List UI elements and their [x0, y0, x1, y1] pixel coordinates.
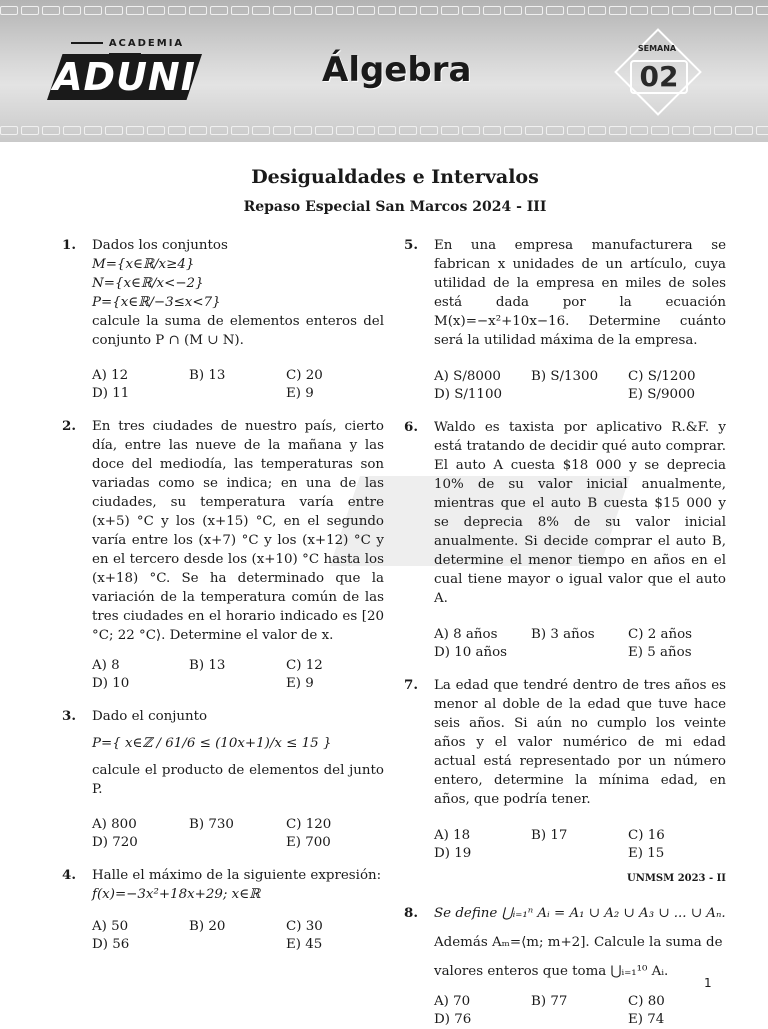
- pattern-tile: [336, 6, 354, 15]
- pattern-tile: [378, 6, 396, 15]
- week-badge: [616, 30, 698, 112]
- document-title: Desigualdades e Intervalos: [251, 166, 539, 188]
- document-subtitle: Repaso Especial San Marcos 2024 - III: [243, 199, 547, 215]
- question-text: La edad que tendré dentro de tres años es menor al doble de la edad que tuve hace seis años. Si aún no cumplo los veinte años y el valor numérico de mi edad actual está representado por un número entero, determine la mínima edad, en años, que podría tener.: [434, 678, 726, 807]
- pattern-tile: [609, 6, 627, 15]
- aduni-logo: [47, 38, 202, 102]
- option-a[interactable]: A) 18: [434, 828, 471, 843]
- pattern-tile: [126, 6, 144, 15]
- logo-academia: ACADEMIA: [47, 38, 202, 60]
- question-number: 2.: [62, 418, 76, 434]
- pattern-tile: [105, 6, 123, 15]
- option-e[interactable]: E) 74: [628, 1012, 665, 1027]
- pattern-tile: [189, 126, 207, 135]
- pattern-tile: [714, 6, 732, 15]
- pattern-tile: [189, 6, 207, 15]
- option-a[interactable]: A) 8 años: [434, 627, 498, 642]
- option-spacer: [189, 385, 286, 403]
- page-number: 1: [704, 976, 712, 990]
- answer-options: [434, 626, 726, 662]
- pattern-tile: [651, 126, 669, 135]
- pattern-tile: [441, 126, 459, 135]
- pattern-tile: [63, 6, 81, 15]
- option-spacer: [531, 644, 628, 662]
- set-n: N={x∈ℝ/x<−2}: [92, 276, 204, 291]
- pattern-tile: [420, 6, 438, 15]
- answer-options: [92, 367, 384, 403]
- pattern-tile: [693, 126, 711, 135]
- question-text: En una empresa manufacturera se fabrican x unidades de un artículo, cuya utilidad de la empresa en miles de soles está dada por la ecuación M(x)=−x²+10x−16. Determine cuánto será la utilidad máxima de la empresa.: [434, 238, 726, 348]
- pattern-tile: [462, 6, 480, 15]
- option-e[interactable]: E) 9: [286, 676, 314, 691]
- pattern-tile: [252, 6, 270, 15]
- union-definition: Se define ⋃ᵢ₌₁ⁿ Aᵢ = A₁ ∪ A₂ ∪ A₃ ∪ ... ∪ Aₙ.: [434, 906, 726, 921]
- pattern-tile: [357, 6, 375, 15]
- pattern-tile: [63, 126, 81, 135]
- pattern-tile: [567, 6, 585, 15]
- logo-text: ADUNI: [53, 55, 196, 99]
- option-b[interactable]: B) 77: [531, 994, 568, 1009]
- option-d[interactable]: D) 19: [434, 846, 472, 861]
- option-d[interactable]: D) 11: [92, 386, 130, 401]
- option-spacer: [189, 834, 286, 852]
- answer-options: [92, 657, 384, 693]
- pattern-tile: [315, 6, 333, 15]
- question-ask: calcule la suma de elementos enteros del conjunto P ∩ (M ∪ N).: [92, 314, 384, 348]
- expression: f(x)=−3x²+18x+29; x∈ℝ: [92, 887, 261, 902]
- option-e[interactable]: E) 45: [286, 937, 323, 952]
- pattern-tile: [609, 126, 627, 135]
- set-p: P={x∈ℝ/−3≤x<7}: [92, 295, 221, 310]
- pattern-tile: [294, 6, 312, 15]
- answer-options: [434, 827, 726, 863]
- pattern-tile: [672, 6, 690, 15]
- option-e[interactable]: E) 9: [286, 386, 314, 401]
- option-spacer: [531, 845, 628, 863]
- question-number: 5.: [404, 237, 418, 253]
- option-a[interactable]: A) 8: [92, 658, 120, 673]
- question-number: 3.: [62, 708, 76, 724]
- pattern-tile: [504, 6, 522, 15]
- option-b[interactable]: B) 13: [189, 368, 226, 383]
- week-label: SEMANA: [637, 44, 677, 53]
- pattern-strip-bottom: [0, 126, 768, 136]
- pattern-tile: [42, 126, 60, 135]
- pattern-tile: [630, 6, 648, 15]
- pattern-tile: [693, 6, 711, 15]
- question-number: 7.: [404, 677, 418, 693]
- question-intro: Dados los conjuntos: [92, 238, 228, 253]
- option-e[interactable]: E) S/9000: [628, 387, 696, 402]
- question-5: [404, 236, 726, 404]
- option-b[interactable]: B) 730: [189, 817, 234, 832]
- pattern-tile: [567, 126, 585, 135]
- answer-options: [434, 368, 726, 404]
- pattern-tile: [756, 126, 768, 135]
- option-a[interactable]: A) 70: [434, 994, 471, 1009]
- left-column: [62, 236, 384, 954]
- pattern-tile: [504, 126, 522, 135]
- option-d[interactable]: D) 720: [92, 835, 138, 850]
- pattern-tile: [21, 6, 39, 15]
- pattern-tile: [588, 6, 606, 15]
- pattern-tile: [399, 6, 417, 15]
- option-d[interactable]: D) 56: [92, 937, 130, 952]
- pattern-tile: [147, 126, 165, 135]
- answer-options: [92, 816, 384, 852]
- pattern-tile: [714, 126, 732, 135]
- pattern-tile: [546, 126, 564, 135]
- option-c[interactable]: C) 30: [286, 919, 323, 934]
- question-8: [404, 904, 726, 1029]
- option-c[interactable]: C) S/1200: [628, 369, 696, 384]
- option-e[interactable]: E) 5 años: [628, 645, 692, 660]
- option-spacer: [189, 675, 286, 693]
- pattern-tile: [168, 126, 186, 135]
- pattern-tile: [336, 126, 354, 135]
- pattern-tile: [441, 6, 459, 15]
- option-b[interactable]: B) 20: [189, 919, 226, 934]
- pattern-tile: [462, 126, 480, 135]
- pattern-tile: [483, 126, 501, 135]
- right-column: [404, 236, 726, 1029]
- pattern-tile: [756, 6, 768, 15]
- pattern-tile: [273, 126, 291, 135]
- question-1: [62, 236, 384, 403]
- pattern-tile: [126, 126, 144, 135]
- pattern-tile: [588, 126, 606, 135]
- question-intro: Dado el conjunto: [92, 709, 208, 724]
- question-source: UNMSM 2023 - II: [626, 873, 726, 884]
- option-b[interactable]: B) 13: [189, 658, 226, 673]
- pattern-tile: [273, 6, 291, 15]
- pattern-tile: [735, 126, 753, 135]
- pattern-tile: [210, 126, 228, 135]
- question-ask: calcule el producto de elementos del junto P.: [92, 763, 384, 797]
- pattern-tile: [735, 6, 753, 15]
- option-d[interactable]: D) 10 años: [434, 645, 508, 660]
- pattern-tile: [231, 6, 249, 15]
- pattern-tile: [252, 126, 270, 135]
- pattern-tile: [0, 6, 18, 15]
- question-7: [404, 676, 726, 888]
- pattern-tile: [210, 6, 228, 15]
- pattern-tile: [546, 6, 564, 15]
- pattern-tile: [672, 126, 690, 135]
- option-spacer: [531, 386, 628, 404]
- header-banner: [0, 0, 768, 142]
- option-c[interactable]: C) 16: [628, 828, 665, 843]
- pattern-tile: [357, 126, 375, 135]
- option-b[interactable]: B) 17: [531, 828, 568, 843]
- pattern-tile: [0, 126, 18, 135]
- option-d[interactable]: D) 10: [92, 676, 130, 691]
- pattern-tile: [147, 6, 165, 15]
- pattern-strip-top: [0, 6, 768, 16]
- week-number: 02: [630, 60, 688, 94]
- question-text: Waldo es taxista por aplicativo R.&F. y está tratando de decidir qué auto comprar. El auto A cuesta $18 000 y se deprecia 10% de su valor inicial anualmente, mientras que el auto B cuesta $15 000 y se deprecia 8% de su valor inicial anualmente. Si decide comprar el auto B, determine el menor tiempo en años en el cual tiene mayor o igual valor que el auto A.: [434, 420, 726, 606]
- set-m: M={x∈ℝ/x≥4}: [92, 257, 195, 272]
- question-2: [62, 417, 384, 693]
- option-c[interactable]: C) 2 años: [628, 627, 693, 642]
- question-text: Además Aₘ=⟨m; m+2]. Calcule la suma de: [434, 935, 723, 950]
- option-e[interactable]: E) 15: [628, 846, 665, 861]
- pattern-tile: [42, 6, 60, 15]
- pattern-tile: [630, 126, 648, 135]
- option-spacer: [189, 936, 286, 954]
- pattern-tile: [294, 126, 312, 135]
- question-4: [62, 866, 384, 954]
- option-c[interactable]: C) 80: [628, 994, 665, 1009]
- question-text: En tres ciudades de nuestro país, cierto día, entre las nueve de la mañana y las doce del mediodía, las temperaturas son variadas como se indica; en una de las ciudades, su temperatura varía entre (x+5) °C y los (x+15) °C, en el segundo varía entre los (x+7) °C y los (x+12) °C y en el tercero desde los (x+10) °C hasta los (x+18) °C. Se ha determinado que la variación de la temperatura común de las tres ciudades en el horario indicado es [20 °C; 22 °C⟩. Determine el valor de x.: [92, 419, 384, 643]
- option-c[interactable]: C) 120: [286, 817, 332, 832]
- option-b[interactable]: B) 3 años: [531, 627, 595, 642]
- option-a[interactable]: A) 12: [92, 368, 129, 383]
- pattern-tile: [105, 126, 123, 135]
- subject-title: Álgebra: [322, 50, 472, 90]
- option-spacer: [531, 1011, 628, 1029]
- pattern-tile: [84, 126, 102, 135]
- pattern-tile: [231, 126, 249, 135]
- question-number: 8.: [404, 905, 418, 921]
- option-d[interactable]: D) S/1100: [434, 387, 502, 402]
- pattern-tile: [315, 126, 333, 135]
- answer-options: [92, 918, 384, 954]
- pattern-tile: [420, 126, 438, 135]
- option-c[interactable]: C) 20: [286, 368, 323, 383]
- option-d[interactable]: D) 76: [434, 1012, 472, 1027]
- question-3: [62, 707, 384, 852]
- question-intro: Halle el máximo de la siguiente expresión:: [92, 868, 382, 883]
- question-number: 6.: [404, 419, 418, 435]
- pattern-tile: [651, 6, 669, 15]
- option-a[interactable]: A) 50: [92, 919, 129, 934]
- set-definition: P={ x∈ℤ / 61/6 ≤ (10x+1)/x ≤ 15 }: [92, 736, 332, 751]
- pattern-tile: [378, 126, 396, 135]
- question-ask: valores enteros que toma ⋃ᵢ₌₁¹⁰ Aᵢ.: [434, 964, 669, 979]
- pattern-tile: [21, 126, 39, 135]
- option-a[interactable]: A) S/8000: [434, 369, 501, 384]
- question-6: [404, 418, 726, 662]
- pattern-tile: [84, 6, 102, 15]
- option-b[interactable]: B) S/1300: [531, 369, 599, 384]
- pattern-tile: [525, 126, 543, 135]
- question-number: 1.: [62, 237, 76, 253]
- pattern-tile: [525, 6, 543, 15]
- option-e[interactable]: E) 700: [286, 835, 331, 850]
- option-c[interactable]: C) 12: [286, 658, 323, 673]
- question-number: 4.: [62, 867, 76, 883]
- option-a[interactable]: A) 800: [92, 817, 137, 832]
- pattern-tile: [168, 6, 186, 15]
- pattern-tile: [399, 126, 417, 135]
- pattern-tile: [483, 6, 501, 15]
